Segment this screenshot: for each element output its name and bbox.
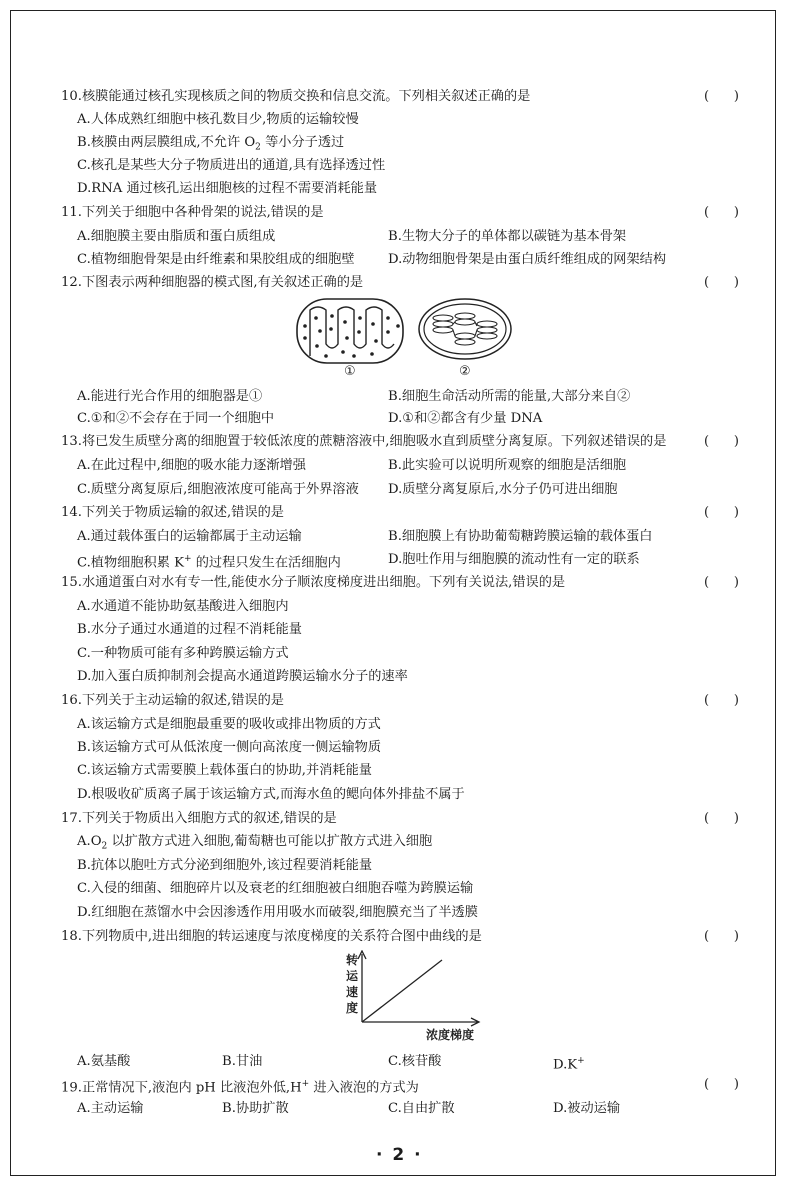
q10-answer-blank: ( ) — [704, 89, 739, 104]
q10-option-b: B.核膜由两层膜组成,不允许 $O_2$ 等小分子透过 — [77, 135, 345, 153]
q13-option-c: C.质壁分离复原后,细胞液浓度可能高于外界溶液 — [77, 482, 359, 497]
q14-option-a: A.通过载体蛋白的运输都属于主动运输 — [77, 529, 302, 544]
graph-xlabel: 浓度梯度 — [426, 1028, 475, 1042]
q12-option-a: A.能进行光合作用的细胞器是① — [77, 389, 263, 404]
q18-answer-blank: ( ) — [704, 929, 739, 944]
q17-option-b: B.抗体以胞吐方式分泌到细胞外,该过程要消耗能量 — [77, 858, 373, 873]
q18-option-c: C.核苷酸 — [388, 1054, 442, 1069]
q17-option-d: D.红细胞在蒸馏水中会因渗透作用用吸水而破裂,细胞膜充当了半透膜 — [77, 905, 478, 920]
q15-stem: 15.水通道蛋白对水有专一性,能使水分子顺浓度梯度进出细胞。下列有关说法,错误的是 — [61, 575, 566, 590]
q13-option-d: D.质壁分离复原后,水分子仍可进出细胞 — [388, 482, 618, 497]
q15-answer-blank: ( ) — [704, 575, 739, 590]
q19-option-a: A.主动运输 — [77, 1101, 144, 1116]
q19-option-b: B.协助扩散 — [222, 1101, 289, 1116]
q11-option-d: D.动物细胞骨架是由蛋白质纤维组成的网架结构 — [388, 252, 667, 267]
q13-option-a: A.在此过程中,细胞的吸水能力逐渐增强 — [77, 458, 306, 473]
q18-option-b: B.甘油 — [222, 1054, 263, 1069]
q10-option-c: C.核孔是某些大分子物质进出的通道,具有选择透过性 — [77, 158, 386, 173]
q12-option-b: B.细胞生命活动所需的能量,大部分来自② — [388, 389, 631, 404]
graph-ylabel-char-3: 速 — [346, 985, 359, 999]
page-number: · 2 · — [376, 1145, 423, 1165]
q17-option-a: $A.O_2$ 以扩散方式进入细胞,葡萄糖也可能以扩散方式进入细胞 — [77, 834, 433, 852]
q11-option-b: B.生物大分子的单体都以碳链为基本骨架 — [388, 229, 627, 244]
organelle-2-figure — [419, 299, 511, 359]
q15-option-a: A.水通道不能协助氨基酸进入细胞内 — [77, 599, 289, 614]
q13-stem: 13.将已发生质壁分离的细胞置于较低浓度的蔗糖溶液中,细胞吸水直到质壁分离复原。下列叙述错误的是 — [61, 434, 667, 449]
q13-answer-blank: ( ) — [704, 434, 739, 449]
q16-stem: 16.下列关于主动运输的叙述,错误的是 — [61, 693, 284, 708]
graph-ylabel-char-2: 运 — [346, 969, 359, 983]
q14-option-d: D.胞吐作用与细胞膜的流动性有一定的联系 — [388, 552, 640, 567]
organelle-2-label: ② — [459, 364, 471, 378]
q10-stem: 10.核膜能通过核孔实现核质之间的物质交换和信息交流。下列相关叙述正确的是 — [61, 89, 531, 104]
q14-stem: 14.下列关于物质运输的叙述,错误的是 — [61, 505, 284, 520]
q11-answer-blank: ( ) — [704, 205, 739, 220]
q19-stem: 19.正常情况下,液泡内 pH 比液泡外低,H+ 进入液泡的方式为 — [61, 1079, 419, 1096]
q18-stem: 18.下列物质中,进出细胞的转运速度与浓度梯度的关系符合图中曲线的是 — [61, 929, 482, 944]
graph-ylabel-char-1: 转 — [346, 953, 359, 967]
q16-answer-blank: ( ) — [704, 693, 739, 708]
q14-answer-blank: ( ) — [704, 505, 739, 520]
q19-option-d: D.被动运输 — [553, 1101, 621, 1116]
q12-answer-blank: ( ) — [704, 275, 739, 290]
q11-stem: 11.下列关于细胞中各种骨架的说法,错误的是 — [61, 205, 324, 220]
q13-option-b: B.此实验可以说明所观察的细胞是活细胞 — [388, 458, 627, 473]
q11-option-a: A.细胞膜主要由脂质和蛋白质组成 — [77, 229, 276, 244]
q12-stem: 12.下图表示两种细胞器的模式图,有关叙述正确的是 — [61, 275, 364, 290]
q19-answer-blank: ( ) — [704, 1077, 739, 1092]
q17-answer-blank: ( ) — [704, 811, 739, 826]
q12-option-d: D.①和②都含有少量 DNA — [388, 411, 543, 426]
q15-option-c: C.一种物质可能有多种跨膜运输方式 — [77, 646, 289, 661]
q14-option-c: C.植物细胞积累 K+ 的过程只发生在活细胞内 — [77, 554, 341, 571]
q15-option-b: B.水分子通过水通道的过程不消耗能量 — [77, 622, 302, 637]
q18-option-d: D.K+ — [553, 1056, 585, 1073]
graph-ylabel-char-4: 度 — [346, 1001, 359, 1015]
q15-option-d: D.加入蛋白质抑制剂会提高水通道跨膜运输水分子的速率 — [77, 669, 408, 684]
q10-option-a: A.人体成熟红细胞中核孔数目少,物质的运输较慢 — [77, 112, 359, 127]
q19-option-c: C.自由扩散 — [388, 1101, 455, 1116]
organelle-1-label: ① — [344, 364, 356, 378]
q18-option-a: A.氨基酸 — [77, 1054, 131, 1069]
q11-option-c: C.植物细胞骨架是由纤维素和果胶组成的细胞壁 — [77, 252, 355, 267]
transport-rate-graph — [340, 950, 490, 1044]
q16-option-b: B.该运输方式可从低浓度一侧向高浓度一侧运输物质 — [77, 740, 382, 755]
q16-option-d: D.根吸收矿质离子属于该运输方式,而海水鱼的鳃向体外排盐不属于 — [77, 787, 465, 802]
q16-option-c: C.该运输方式需要膜上载体蛋白的协助,并消耗能量 — [77, 763, 372, 778]
q17-stem: 17.下列关于物质出入细胞方式的叙述,错误的是 — [61, 811, 337, 826]
q12-option-c: C.①和②不会存在于同一个细胞中 — [77, 411, 275, 426]
graph-curve-line — [362, 960, 442, 1022]
organelle-diagram — [290, 296, 520, 378]
q17-option-c: C.入侵的细菌、细胞碎片以及衰老的红细胞被白细胞吞噬为跨膜运输 — [77, 881, 474, 896]
q14-option-b: B.细胞膜上有协助葡萄糖跨膜运输的载体蛋白 — [388, 529, 653, 544]
q10-option-d: D.RNA 通过核孔运出细胞核的过程不需要消耗能量 — [77, 181, 378, 196]
q16-option-a: A.该运输方式是细胞最重要的吸收或排出物质的方式 — [77, 717, 381, 732]
organelle-1-figure — [297, 299, 403, 363]
